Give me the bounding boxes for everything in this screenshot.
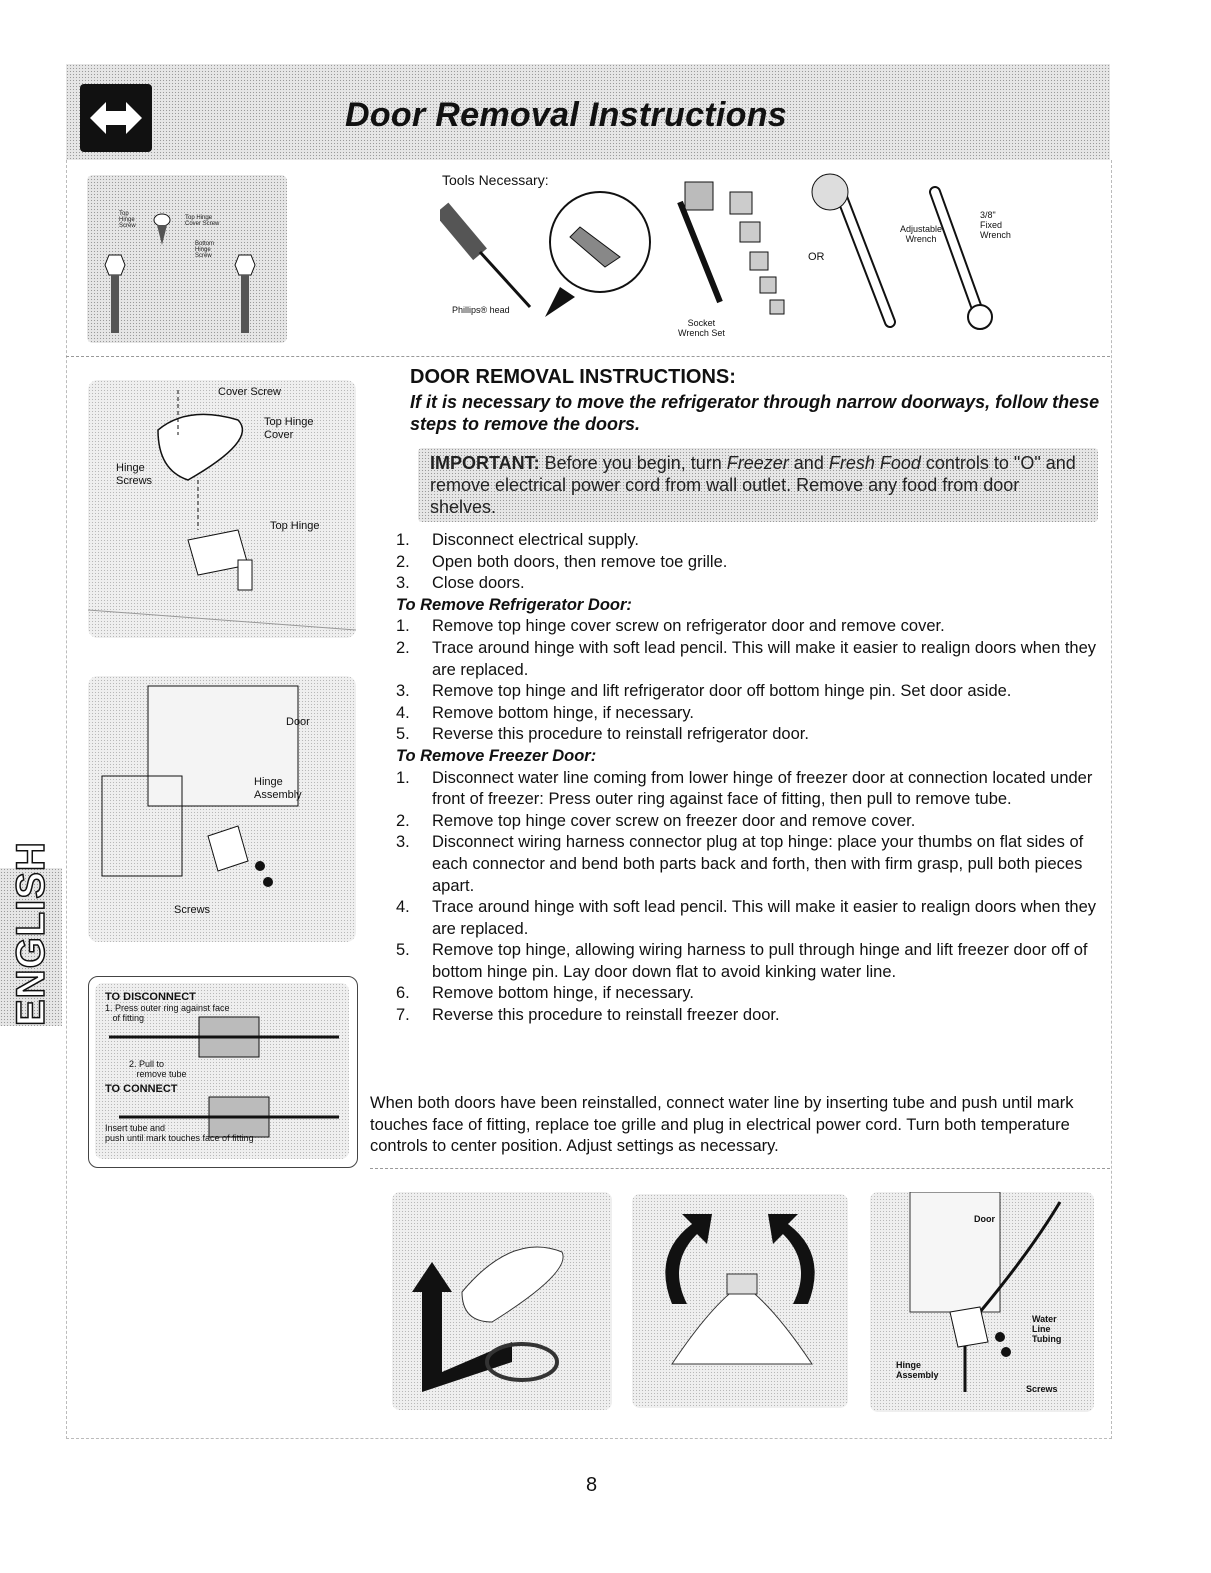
- label-bottom-hinge-screw: Bottom Hinge Screw: [195, 241, 215, 259]
- step-number: 1.: [396, 768, 410, 787]
- step-number: 4.: [396, 898, 410, 917]
- top-hinge-illustration-icon: [88, 380, 356, 638]
- language-tab-label: ENGLISH: [9, 841, 53, 1026]
- instructions-subheading: If it is necessary to move the refrigerator through narrow doorways, follow these steps to remove the doors.: [410, 392, 1100, 434]
- label-to-connect: TO CONNECT: [105, 1083, 178, 1095]
- divider: [66, 356, 1110, 357]
- double-arrow-icon: [80, 84, 152, 152]
- step-number: 2.: [396, 638, 410, 657]
- step-text: Open both doors, then remove toe grille.: [432, 552, 728, 571]
- label-cover-screw: Cover Screw: [218, 386, 281, 398]
- instructions-header: [396, 366, 1102, 435]
- list-item: [396, 681, 1102, 703]
- step-text: Reverse this procedure to reinstall refrigerator door.: [432, 725, 809, 744]
- list-item: [396, 638, 1102, 681]
- label-hinge-assembly: Hinge Assembly: [896, 1360, 939, 1380]
- list-item: [396, 768, 1102, 811]
- important-notice: [430, 452, 1090, 518]
- screws-illustration-icon: [87, 175, 287, 343]
- bottom-hinge-illustration-icon: [88, 676, 356, 942]
- label-or: OR: [808, 251, 825, 263]
- important-label: IMPORTANT:: [430, 453, 540, 473]
- list-item: [396, 811, 1102, 833]
- label-phillips: Phillips® head: [452, 305, 510, 315]
- step-text: Remove top hinge, allowing wiring harness to pull through hinge and lift freezer door off of bottom hinge pin. Lay door down flat to avoid kinking water line.: [432, 941, 1088, 981]
- label-fixed: 3/8" Fixed Wrench: [980, 210, 1011, 240]
- label-top-hinge: Top Hinge: [270, 520, 320, 532]
- label-screws: Screws: [1026, 1384, 1058, 1394]
- divider: [370, 1168, 1110, 1169]
- list-item: [396, 1005, 1102, 1027]
- step-text: Remove bottom hinge, if necessary.: [432, 984, 694, 1003]
- label-disconnect-step1: 1. Press outer ring against face of fitting: [105, 1003, 230, 1023]
- label-connect-text: Insert tube and push until mark touches face of fitting: [105, 1123, 254, 1143]
- freezer-heading: To Remove Freezer Door:: [396, 746, 597, 765]
- list-item: [396, 983, 1102, 1005]
- label-adjustable: Adjustable Wrench: [900, 224, 943, 244]
- list-item: [396, 616, 1102, 638]
- hinge-cover-photo-icon: [392, 1192, 612, 1410]
- step-number: 2.: [396, 552, 410, 571]
- important-text-2: and: [788, 453, 829, 473]
- label-to-disconnect: TO DISCONNECT: [105, 991, 196, 1003]
- step-text: Remove top hinge and lift refrigerator door off bottom hinge pin. Set door aside.: [432, 682, 1012, 701]
- step-number: 6.: [396, 984, 410, 1003]
- water-line-photo: [870, 1192, 1094, 1412]
- step-text: Disconnect wiring harness connector plug at top hinge: place your thumbs on flat sides of each connector and bend both parts back and forth, then with firm grasp, pull both pieces apart.: [432, 833, 1084, 895]
- step-number: 4.: [396, 703, 410, 722]
- step-text: Close doors.: [432, 574, 525, 593]
- step-number: 1.: [396, 617, 410, 636]
- step-number: 5.: [396, 725, 410, 744]
- step-text: Trace around hinge with soft lead pencil. This will make it easier to realign doors when they are replaced.: [432, 898, 1097, 938]
- closing-paragraph: When both doors have been reinstalled, connect water line by inserting tube and push until mark touches face of fitting, replace toe grille and plug in electrical power cord. Turn both temperature controls to center position. Adjust settings as necessary.: [370, 1094, 1074, 1156]
- list-item: [396, 530, 1102, 552]
- step-number: 3.: [396, 833, 410, 852]
- label-disconnect-step2: 2. Pull to remove tube: [129, 1059, 187, 1079]
- important-freezer: Freezer: [726, 453, 789, 473]
- tools-illustration-icon: [440, 172, 1040, 352]
- step-text: Disconnect water line coming from lower hinge of freezer door at connection located under front of freezer: Press outer ring against face of fitting, then pull to remove tube.: [432, 768, 1093, 809]
- list-item: [396, 940, 1102, 983]
- list-item: [396, 832, 1102, 897]
- water-line-connect-figure: [88, 976, 358, 1168]
- bottom-hinge-figure: [88, 676, 356, 942]
- page-number: 8: [586, 1474, 598, 1496]
- step-number: 3.: [396, 574, 410, 593]
- general-steps: [396, 530, 1102, 1027]
- step-text: Remove top hinge cover screw on refrigerator door and remove cover.: [432, 617, 945, 636]
- list-item: [396, 703, 1102, 725]
- list-item: [396, 724, 1102, 746]
- page-title: Door Removal Instructions: [345, 96, 788, 134]
- label-socket: Socket Wrench Set: [678, 318, 725, 338]
- disconnect-harness-photo: [632, 1194, 848, 1408]
- list-item: [396, 552, 1102, 574]
- label-screws: Screws: [174, 904, 211, 916]
- step-number: 1.: [396, 531, 410, 549]
- step-text: Trace around hinge with soft lead pencil. This will make it easier to realign doors when they are replaced.: [432, 638, 1097, 679]
- tools-title: Tools Necessary:: [442, 172, 549, 188]
- refrigerator-heading: To Remove Refrigerator Door:: [396, 595, 632, 614]
- step-text: Reverse this procedure to reinstall freezer door.: [432, 1006, 780, 1025]
- label-door: Door: [974, 1214, 995, 1224]
- remove-cover-photo: [392, 1192, 612, 1410]
- label-hinge-assembly: Hinge Assembly: [254, 776, 302, 801]
- label-top-hinge-cover-screw: Top Hinge Cover Screw: [185, 215, 220, 227]
- list-item: [396, 897, 1102, 940]
- step-text: Disconnect electrical supply.: [432, 531, 639, 549]
- instructions-heading: DOOR REMOVAL INSTRUCTIONS:: [410, 366, 736, 388]
- step-text: Remove top hinge cover screw on freezer door and remove cover.: [432, 811, 916, 830]
- label-door: Door: [286, 716, 310, 728]
- important-text-1: Before you begin, turn: [539, 453, 727, 473]
- important-fresh-food: Fresh Food: [828, 453, 921, 473]
- step-number: 3.: [396, 682, 410, 701]
- step-number: 2.: [396, 811, 410, 830]
- top-hinge-figure: [88, 380, 356, 638]
- label-water-line-tubing: Water Line Tubing: [1032, 1314, 1062, 1344]
- screw-diagram: [87, 175, 287, 343]
- label-top-hinge-cover: Top Hinge Cover: [264, 416, 314, 441]
- hands-photo-icon: [632, 1194, 848, 1408]
- label-top-hinge-screw: Top Hinge Screw: [119, 211, 136, 229]
- label-hinge-screws: Hinge Screws: [116, 462, 153, 487]
- step-number: 7.: [396, 1006, 410, 1025]
- important-text-3: controls to "O" and remove electrical power cord from wall outlet. Remove any food from door shelves.: [430, 453, 1076, 517]
- step-text: Remove bottom hinge, if necessary.: [432, 703, 694, 722]
- step-number: 5.: [396, 941, 410, 960]
- list-item: [396, 573, 1102, 595]
